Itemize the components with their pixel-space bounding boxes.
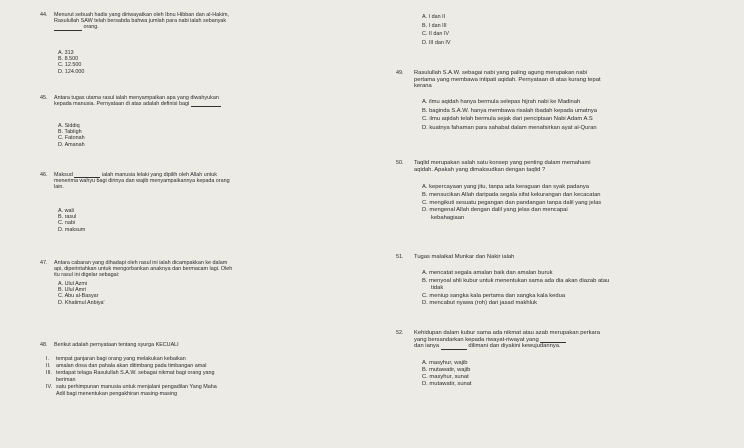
option-b[interactable]: B. baginda S.A.W. hanya membawa risalah ibadah kepada umatnya [422, 107, 597, 114]
option-d[interactable]: D. maksum [58, 226, 86, 233]
question-number: 49. [396, 70, 404, 76]
option-a[interactable]: A. wali [58, 208, 74, 214]
answer-blank[interactable] [54, 30, 82, 31]
option-b[interactable]: B. Ulul Amri [58, 287, 87, 294]
question-text: Antara tugas utama rasul ialah menyampaikan apa yang diwahyukan [54, 95, 219, 101]
statement-item: I. tempat ganjaran bagi orang yang melakukan kebaikan [46, 356, 186, 362]
question-text: yang bersandarkan kepada riwayat-riwayat yang [414, 336, 539, 343]
question-text: Rasulullah SAW telah bersabda bahwa jumlah para nabi ialah sebanyak [54, 18, 227, 25]
question-number: 52. [396, 330, 404, 336]
question-number: 47. [40, 260, 48, 266]
option-b[interactable]: B. mutawatir, wajib [422, 366, 471, 373]
question-number: 45. [40, 95, 48, 101]
question-text: aqidah. Apakah yang dimaksudkan dengan taqlid ? [414, 166, 546, 173]
answer-blank[interactable] [191, 106, 221, 107]
option-d[interactable]: D. III dan IV [422, 40, 451, 47]
option-b[interactable]: B. 8.500 [58, 56, 79, 63]
option-a[interactable]: A. Siddiq [58, 123, 80, 129]
question-number: 44. [40, 12, 48, 18]
option-d[interactable]: D. mencabut nyawa (roh) dari jasad makhluk [422, 300, 538, 307]
question-text: menerima wahyu bagi dirinya dan wajib menyampaikannya kepada orang [54, 178, 230, 185]
option-b[interactable]: B. rasul [58, 214, 77, 221]
option-d-continued: kebahagiaan [431, 215, 465, 222]
question-text: Menurut sebuah hadis yang diriwayatkan oleh Ibnu Hibban dan al-Hakim, [54, 12, 230, 18]
question-44-answer-options [422, 14, 450, 46]
question-number: 48. [40, 342, 48, 348]
statement-item: III. terdapat telaga Rasulullah S.A.W. sebagai nikmat bagi orang yang beriman [46, 370, 215, 383]
question-number: 51. [396, 254, 404, 260]
option-a[interactable]: A. ilmu aqidah hanya bermula selepas hijrah nabi ke Madinah [422, 99, 581, 105]
question-number: 50. [396, 160, 404, 166]
question-text: dan ianya [414, 343, 440, 350]
option-d[interactable]: D. mutawatir, sunat [422, 380, 472, 387]
answer-blank[interactable] [441, 349, 467, 350]
question-text: Kehidupan dalam kubur sama ada nikmat atau azab merupakan perkara [414, 330, 600, 336]
question-text: Rasulullah S.A.W. sebagai nabi yang paling agung merupakan nabi [414, 70, 588, 76]
option-d[interactable]: D. 124.000 [58, 68, 85, 75]
question-text: Tugas malaikat Munkar dan Nakir ialah [414, 254, 515, 260]
question-text: Taqlid merupakan salah satu konsep yang penting dalam memahami [414, 160, 591, 166]
question-text: ialah manusia lelaki yang dipilih oleh Allah untuk [101, 172, 217, 178]
question-text: lain. [54, 184, 64, 191]
question-text: orang. [83, 24, 99, 31]
question-text: pertama yang membawa intipati aqidah. Pernyataan di atas kurang tepat [414, 76, 601, 83]
option-a[interactable]: A. mencatat segala amalan baik dan amalan buruk [422, 270, 553, 276]
option-c[interactable]: C. 12.500 [58, 62, 82, 69]
option-b[interactable]: B. Tabligh [58, 129, 82, 136]
option-c[interactable]: C. meniup sangka kala pertama dan sangka kala kedua [422, 292, 566, 299]
option-c[interactable]: C. Abu al-Basyar [58, 293, 99, 300]
option-a[interactable]: A. I dan II [422, 14, 446, 20]
option-b[interactable]: B. menyoal ahli kubur untuk menentukan sama ada dia akan diazab atau [422, 277, 610, 284]
option-c[interactable]: C. ilmu aqidah telah bermula sejak dari penciptaan Nabi Adam A.S [422, 116, 593, 123]
option-d[interactable]: D. Amanah [58, 141, 85, 148]
option-b[interactable]: B. I dan III [422, 22, 447, 29]
question-text: Berikut adalah pernyataan tentang syurga KECUALI [54, 342, 179, 348]
question-text: kerana [414, 83, 432, 90]
option-d[interactable]: D. mengenal Allah dengan dalil yang jelas dan mencapai [422, 207, 568, 214]
option-b-continued: tidak [431, 285, 444, 292]
statement-item: IV. satu perhimpunan manusia untuk menjalani pengadilan Yang Maha Adil bagi menentukan pengakhiran masing-masing [46, 384, 217, 397]
option-c[interactable]: C. mengikuti sesuatu pegangan dan pandangan tanpa dalil yang jelas [422, 199, 602, 206]
option-c[interactable]: C. Fatonah [58, 135, 85, 142]
option-d[interactable]: D. Khatimul Anbiya' [58, 299, 105, 306]
statement-item: II. amalan dosa dan pahala akan ditimbang pada timbangan amal [46, 363, 207, 369]
question-number: 46. [40, 172, 48, 178]
option-a[interactable]: A. 313 [58, 50, 74, 56]
option-c[interactable]: C. nabi [58, 220, 76, 227]
question-text: itu rasul ini digelar sebagai: [54, 272, 120, 279]
question-text: Antara cabaran yang dihadapi oleh rasul ini ialah dicampakkan ke dalam [54, 260, 228, 266]
option-c[interactable]: C. masyhur, sunat [422, 373, 469, 380]
question-text: dilimani dan diyakini kewujudannya. [468, 343, 561, 350]
option-a[interactable]: A. masyhur, wajib [422, 360, 468, 366]
question-text: api, diperintahkan untuk mengorbankan anaknya dan bermacam lagi. Oleh [54, 266, 233, 273]
question-text: kepada manusia. Pernyataan di atas adalah definisi bagi [54, 101, 190, 108]
option-a[interactable]: A. Ulul Azmi [58, 281, 88, 287]
option-b[interactable]: B. mensucikan Allah daripada segala sifat kekurangan dan kecacatan [422, 191, 601, 198]
option-c[interactable]: C. II dan IV [422, 31, 449, 38]
option-d[interactable]: D. kuatnya fahaman para sahabat dalam menafsirkan ayat al-Quran [422, 125, 597, 132]
question-text: Maksud [54, 172, 73, 178]
option-a[interactable]: A. kepercayaan yang jitu, tanpa ada keraguan dan syak padanya [422, 184, 589, 190]
